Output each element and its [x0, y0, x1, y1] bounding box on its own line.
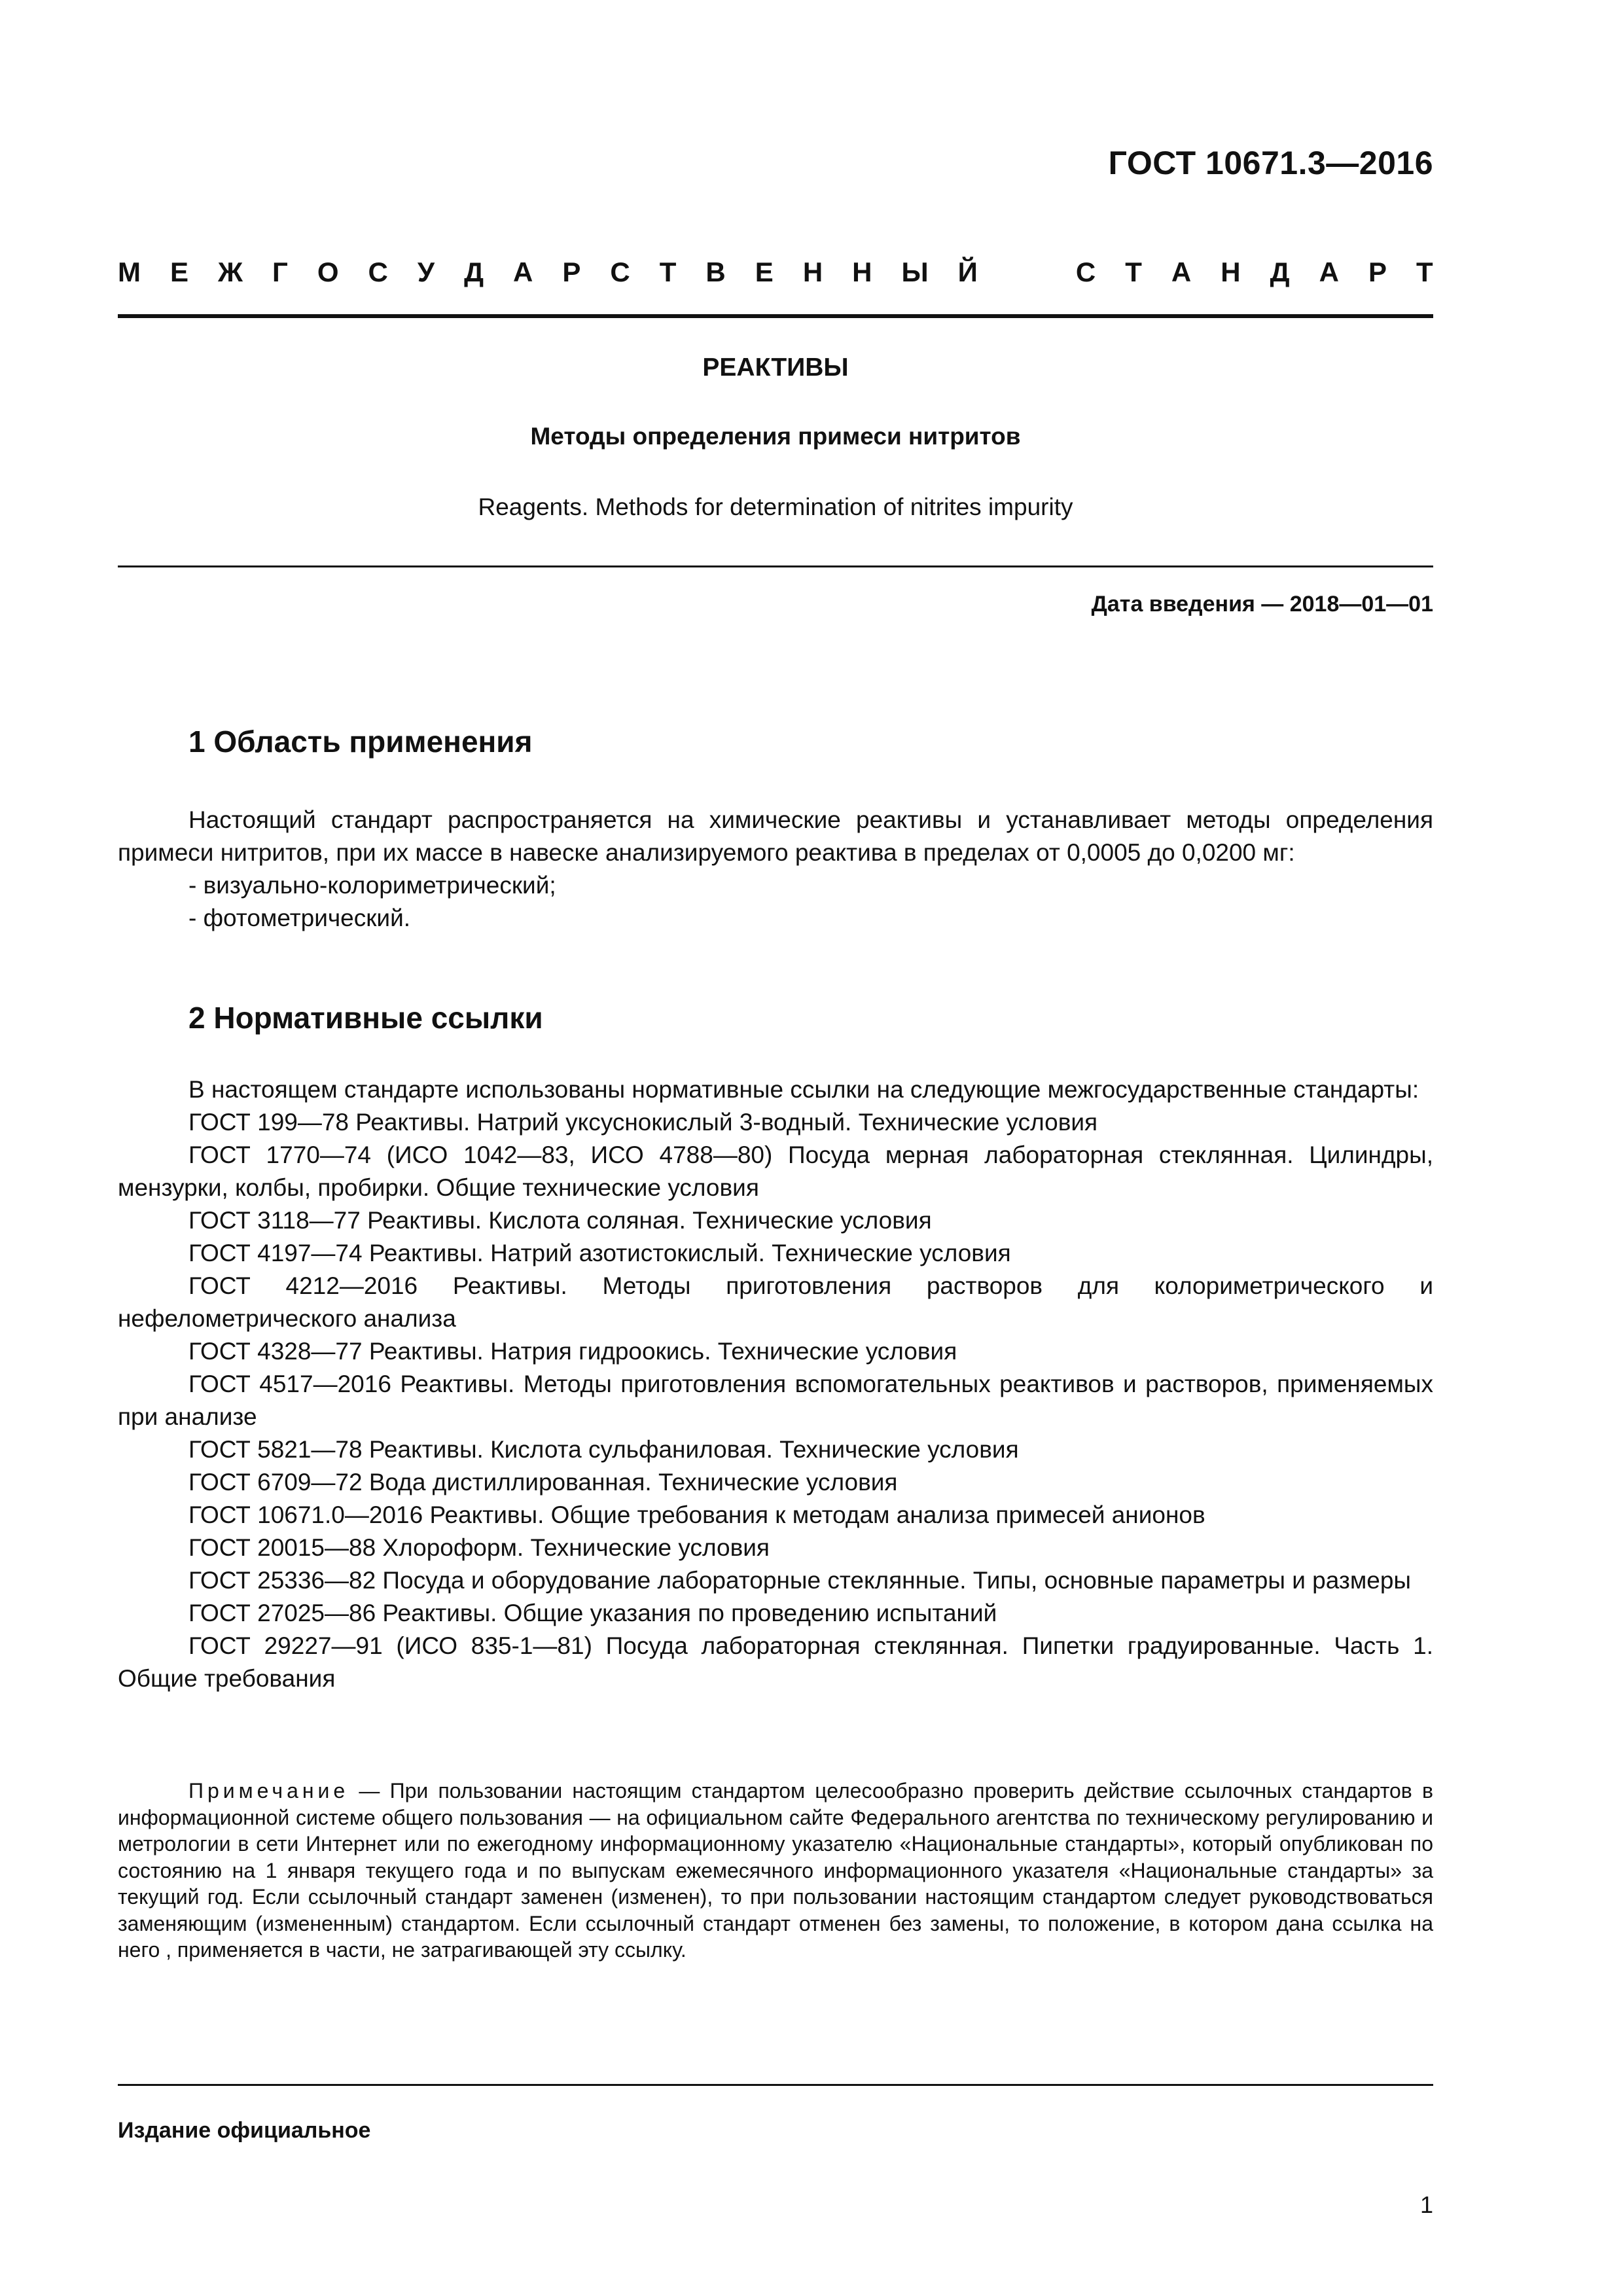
note-text: — При пользовании настоящим стандартом целесообразно проверить действие ссылочных стандартов в информационной системе общего пользования — на официальном сайте Федерального агентства по техническому регулированию и метрологии в сети Интернет или по ежегодному информационному указателю «Национальные стандарты», который опубликован по состоянию на 1 января текущего года и по выпускам ежемесячного информационного указателя «Национальные стандарты» за текущий год. Если ссылочный стандарт заменен (изменен), то при пользовании настоящим стандартом следует руководствоваться заменяющим (измененным) стандартом. Если ссылочный стандарт отменен без замены, то положение, в котором дана ссылка на него , применяется в части, не затрагивающей эту ссылку. — [118, 1779, 1433, 1962]
header-divider — [118, 314, 1433, 318]
standard-kind-letter: Р — [562, 257, 581, 287]
reference-item: ГОСТ 4212—2016 Реактивы. Методы приготовления растворов для колориметрического и нефелометрического анализа — [118, 1272, 1433, 1332]
standard-kind-letter: Т — [659, 257, 677, 287]
reference-item: ГОСТ 4517—2016 Реактивы. Методы приготовления вспомогательных реактивов и растворов, применяемых при анализе — [118, 1371, 1433, 1430]
document-title: РЕАКТИВЫ — [702, 353, 849, 382]
standard-kind-letter: Н — [852, 257, 872, 287]
page-number: 1 — [1419, 2191, 1433, 2218]
standard-kind-letter: Ы — [901, 257, 929, 287]
english-title: Reagents. Methods for determination of nitrites impurity — [478, 493, 1073, 520]
method-list-item: - визуально-колориметрический; — [188, 872, 556, 899]
document-code: ГОСТ 10671.3—2016 — [1108, 145, 1433, 181]
standard-kind-letter: Е — [170, 257, 189, 287]
reference-item: ГОСТ 6709—72 Вода дистиллированная. Технические условия — [188, 1469, 898, 1496]
standard-kind-letter: С — [368, 257, 388, 287]
section-1-heading: 1 Область применения — [188, 725, 533, 759]
reference-item: ГОСТ 199—78 Реактивы. Натрий уксуснокислый 3-водный. Технические условия — [188, 1109, 1098, 1136]
introduction-date: Дата введения — 2018—01—01 — [1091, 592, 1433, 617]
reference-item: ГОСТ 29227—91 (ИСО 835-1—81) Посуда лабораторная стеклянная. Пипетки градуированные. Часть 1. Общие требования — [118, 1632, 1433, 1692]
note-paragraph — [118, 1778, 1433, 1964]
standard-kind-letter: Н — [802, 257, 823, 287]
document-subtitle: Методы определения примеси нитритов — [530, 423, 1021, 450]
method-list-item: - фотометрический. — [188, 905, 411, 931]
section-2-intro: В настоящем стандарте использованы нормативные ссылки на следующие межгосударственные стандарты: — [188, 1076, 1419, 1103]
section-2-body — [118, 1073, 1433, 1695]
title-divider — [118, 565, 1433, 567]
reference-item: ГОСТ 3118—77 Реактивы. Кислота соляная. Технические условия — [188, 1207, 932, 1234]
standard-kind-letter: Й — [957, 257, 978, 287]
standard-kind-letter: А — [1171, 257, 1192, 287]
reference-item: ГОСТ 25336—82 Посуда и оборудование лабораторные стеклянные. Типы, основные параметры и размеры — [188, 1567, 1412, 1594]
word-gap — [1007, 257, 1046, 288]
section-2-heading: 2 Нормативные ссылки — [188, 1001, 543, 1035]
reference-item: ГОСТ 1770—74 (ИСО 1042—83, ИСО 4788—80) Посуда мерная лабораторная стеклянная. Цилиндры, мензурки, колбы, пробирки. Общие технические условия — [118, 1141, 1433, 1201]
standard-kind-letter: Т — [1416, 257, 1433, 287]
standard-kind-letter: Е — [755, 257, 774, 287]
reference-item: ГОСТ 5821—78 Реактивы. Кислота сульфаниловая. Технические условия — [188, 1436, 1019, 1463]
standard-kind-letter: Ж — [218, 257, 243, 287]
edition-label: Издание официальное — [118, 2118, 371, 2143]
standard-kind-letter: В — [705, 257, 726, 287]
section-1-body — [118, 804, 1433, 935]
standard-kind-letter: Д — [1270, 257, 1290, 287]
reference-item: ГОСТ 4328—77 Реактивы. Натрия гидроокись. Технические условия — [188, 1338, 957, 1365]
standard-kind-letter: У — [417, 257, 435, 287]
standard-kind-letter: А — [513, 257, 533, 287]
standard-kind-letter: Г — [272, 257, 288, 287]
standard-kind-letter: О — [317, 257, 339, 287]
standard-kind-letter: Д — [464, 257, 484, 287]
standard-kind-letter: М — [118, 257, 141, 287]
standard-kind-letter: Р — [1368, 257, 1387, 287]
standard-kind-letter: С — [610, 257, 630, 287]
reference-item: ГОСТ 20015—88 Хлороформ. Технические условия — [188, 1534, 770, 1561]
standard-kind-letter: А — [1319, 257, 1339, 287]
standard-kind-letter: Т — [1125, 257, 1142, 287]
footer-divider — [118, 2084, 1433, 2086]
standard-kind-letter: С — [1075, 257, 1096, 287]
reference-item: ГОСТ 27025—86 Реактивы. Общие указания по проведению испытаний — [188, 1600, 997, 1626]
reference-item: ГОСТ 10671.0—2016 Реактивы. Общие требования к методам анализа примесей анионов — [188, 1501, 1205, 1528]
note-label: Примечание — [188, 1779, 349, 1803]
standard-kind-label — [118, 257, 1433, 288]
reference-item: ГОСТ 4197—74 Реактивы. Натрий азотистокислый. Технические условия — [188, 1240, 1011, 1266]
section-1-paragraph: Настоящий стандарт распространяется на химические реактивы и устанавливает методы определения примеси нитритов, при их массе в навеске анализируемого реактива в пределах от 0,0005 до 0,0200 мг: — [118, 806, 1433, 866]
standard-kind-letter: Н — [1221, 257, 1241, 287]
